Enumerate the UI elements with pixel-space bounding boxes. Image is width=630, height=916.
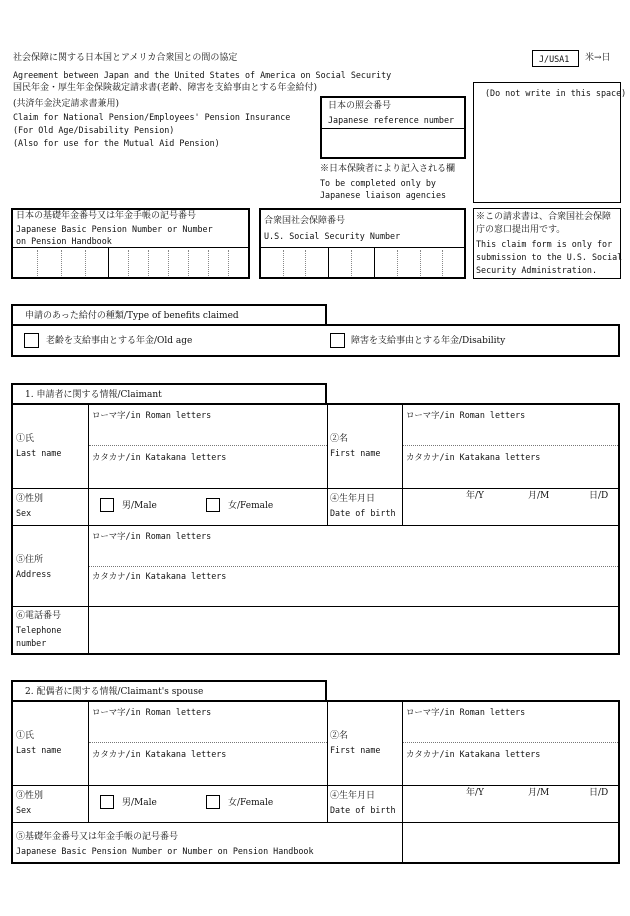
claimant-last-katakana-label: カタカナ/in Katakana letters: [92, 452, 227, 462]
office-use-box: [473, 82, 627, 203]
spouse-first-name-jp: ②名: [330, 731, 349, 741]
claimant-phone-en-1: Telephone: [16, 625, 62, 635]
spouse-table: [11, 700, 620, 864]
spouse-dob-month: 月/M: [528, 788, 550, 798]
claim-title-jp: 国民年金・厚生年金保険裁定請求書(老齢、障害を支給事由とする年金給付): [13, 83, 318, 93]
spouse-dob-year: 年/Y: [466, 788, 484, 798]
claimant-last-name-en: Last name: [16, 448, 62, 458]
spouse-dob-en: Date of birth: [330, 805, 396, 815]
claimant-phone-en-2: number: [16, 638, 47, 648]
agreement-title-en: Agreement between Japan and the United States of America on Social Security: [13, 70, 392, 80]
claimant-title: 1. 申請者に関する情報/Claimant: [25, 390, 162, 400]
spouse-last-name-jp: ①氏: [16, 731, 35, 741]
claimant-first-name-en: First name: [330, 448, 381, 458]
old-age-checkbox[interactable]: [24, 333, 39, 348]
spouse-female-label: 女/Female: [228, 798, 274, 808]
claimant-dob-day: 日/D: [589, 491, 609, 501]
claimant-dob-year: 年/Y: [466, 491, 484, 501]
spouse-title-box: [11, 680, 327, 702]
claimant-dob-en: Date of birth: [330, 508, 396, 518]
claimant-sex-en: Sex: [16, 508, 32, 518]
claimant-table: [11, 403, 620, 655]
spouse-pension-number-jp: ⑤基礎年金番号又は年金手帳の記号番号: [16, 832, 179, 842]
spouse-dob-jp: ④生年月日: [330, 791, 376, 801]
spouse-last-name-en: Last name: [16, 745, 62, 755]
submission-note-jp-2: 庁の窓口提出用です。: [476, 225, 566, 235]
claimant-first-roman-label: ローマ字/in Roman letters: [406, 410, 526, 420]
claimant-sex-jp: ③性別: [16, 494, 44, 504]
office-use-label: (Do not write in this space): [485, 88, 627, 98]
old-age-title-en: (For Old Age/Disability Pension): [13, 125, 175, 135]
claimant-dob-month: 月/M: [528, 491, 550, 501]
claimant-address-en: Address: [16, 569, 52, 579]
spouse-dob-day: 日/D: [589, 788, 609, 798]
submission-note-box: [473, 208, 621, 279]
claim-title-en: Claim for National Pension/Employees' Pension Insurance: [13, 112, 291, 122]
agreement-title-jp: 社会保障に関する日本国とアメリカ合衆国との間の協定: [13, 53, 238, 63]
benefits-options-box: [11, 324, 620, 357]
basic-pension-label-en-2: on Pension Handbook: [16, 236, 112, 246]
spouse-sex-jp: ③性別: [16, 791, 44, 801]
benefits-title-box: [11, 304, 327, 326]
claimant-female-label: 女/Female: [228, 501, 274, 511]
basic-pension-label-jp: 日本の基礎年金番号又は年金手帳の記号番号: [16, 211, 197, 221]
reference-number-box[interactable]: [320, 96, 466, 159]
reference-label-en: Japanese reference number: [328, 115, 455, 125]
reference-label-jp: 日本の照会番号: [328, 101, 392, 111]
form-code-box: [532, 50, 579, 67]
claimant-female-checkbox[interactable]: [206, 498, 220, 512]
spouse-male-checkbox[interactable]: [100, 795, 114, 809]
form-code: J/USA1: [539, 54, 570, 64]
claimant-last-name-jp: ①氏: [16, 434, 35, 444]
claimant-male-checkbox[interactable]: [100, 498, 114, 512]
basic-pension-number-box[interactable]: [11, 208, 250, 279]
reference-note-jp: ※日本保険者により記入される欄: [320, 164, 456, 174]
disability-checkbox[interactable]: [330, 333, 345, 348]
spouse-male-label: 男/Male: [122, 798, 157, 808]
claimant-title-box: [11, 383, 327, 405]
direction-label: 米→日: [585, 53, 611, 63]
spouse-female-checkbox[interactable]: [206, 795, 220, 809]
reference-note-en-1: To be completed only by: [320, 178, 436, 188]
benefits-title: 申請のあった給付の種類/Type of benefits claimed: [25, 311, 239, 321]
spouse-last-roman-label: ローマ字/in Roman letters: [92, 707, 212, 717]
spouse-first-roman-label: ローマ字/in Roman letters: [406, 707, 526, 717]
claimant-dob-jp: ④生年月日: [330, 494, 376, 504]
claimant-phone-jp: ⑥電話番号: [16, 611, 62, 621]
ssn-label-en: U.S. Social Security Number: [264, 231, 401, 241]
spouse-sex-en: Sex: [16, 805, 32, 815]
claimant-male-label: 男/Male: [122, 501, 157, 511]
claimant-address-katakana-label: カタカナ/in Katakana letters: [92, 571, 227, 581]
claimant-last-roman-label: ローマ字/in Roman letters: [92, 410, 212, 420]
claimant-address-roman-label: ローマ字/in Roman letters: [92, 531, 212, 541]
basic-pension-label-en-1: Japanese Basic Pension Number or Number: [16, 224, 213, 234]
spouse-pension-number-en: Japanese Basic Pension Number or Number on Pension Handbook: [16, 846, 314, 856]
reference-note-en-2: Japanese liaison agencies: [320, 190, 447, 200]
mutual-aid-jp: (共済年金決定請求書兼用): [13, 99, 120, 109]
claimant-first-name-jp: ②名: [330, 434, 349, 444]
submission-note-jp-1: ※この請求書は、合衆国社会保障: [476, 212, 612, 222]
spouse-last-katakana-label: カタカナ/in Katakana letters: [92, 749, 227, 759]
disability-label: 障害を支給事由とする年金/Disability: [351, 336, 506, 346]
ssn-label-jp: 合衆国社会保障番号: [264, 216, 346, 226]
old-age-label: 老齢を支給事由とする年金/Old age: [46, 336, 193, 346]
spouse-title: 2. 配偶者に関する情報/Claimant's spouse: [25, 687, 204, 697]
claimant-address-jp: ⑤住所: [16, 555, 44, 565]
spouse-first-name-en: First name: [330, 745, 381, 755]
mutual-aid-en: (Also for use for the Mutual Aid Pension): [13, 138, 220, 148]
submission-note-en-2: submission to the U.S. Social: [476, 252, 623, 262]
us-ssn-box[interactable]: [259, 208, 466, 279]
claimant-first-katakana-label: カタカナ/in Katakana letters: [406, 452, 541, 462]
submission-note-en-1: This claim form is only for: [476, 239, 613, 249]
spouse-first-katakana-label: カタカナ/in Katakana letters: [406, 749, 541, 759]
submission-note-en-3: Security Administration.: [476, 265, 598, 275]
